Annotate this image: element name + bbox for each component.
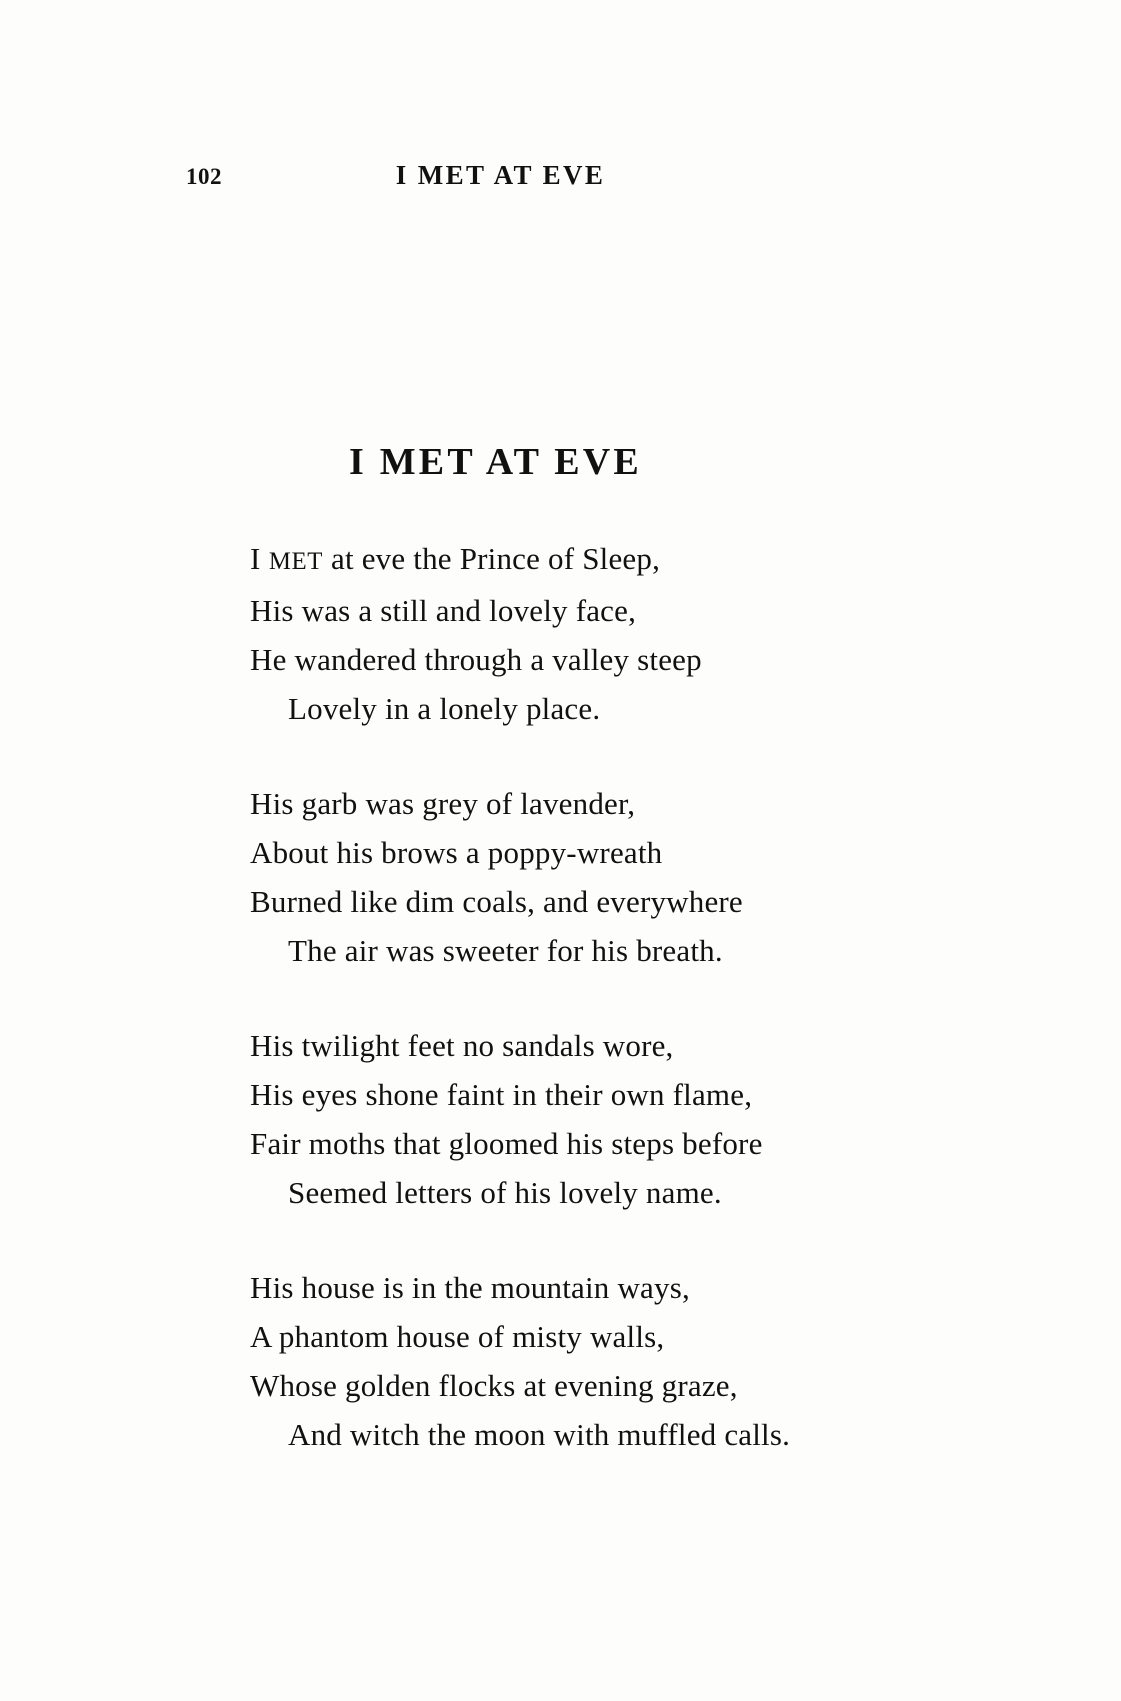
poem-line-rest: at eve the Prince of Sleep, <box>323 541 661 576</box>
poem-line-smallcaps: MET <box>268 548 324 575</box>
poem-line: The air was sweeter for his breath. <box>288 933 723 968</box>
poem-line: Burned like dim coals, and everywhere <box>250 884 743 919</box>
poem-line <box>250 534 950 586</box>
poem-body <box>250 534 950 1505</box>
poem-line: Seemed letters of his lovely name. <box>288 1175 722 1210</box>
poem-line: A phantom house of misty walls, <box>250 1319 665 1354</box>
stanza <box>250 1263 950 1459</box>
poem-line: Lovely in a lonely place. <box>288 691 601 726</box>
page-number: 102 <box>186 164 222 189</box>
poem-line: His twilight feet no sandals wore, <box>250 1028 674 1063</box>
poem-line: His house is in the mountain ways, <box>250 1270 690 1305</box>
poem-line: He wandered through a valley steep <box>250 642 702 677</box>
running-head <box>0 160 1121 200</box>
running-head-title: I MET AT EVE <box>395 160 606 190</box>
poem-line: His was a still and lovely face, <box>250 593 637 628</box>
poem-line: And witch the moon with muffled calls. <box>288 1417 791 1452</box>
stanza <box>250 779 950 975</box>
poem-line: About his brows a poppy-wreath <box>250 835 663 870</box>
stanza <box>250 534 950 733</box>
stanza <box>250 1021 950 1217</box>
poem-line: Fair moths that gloomed his steps before <box>250 1126 763 1161</box>
poem-line: His eyes shone faint in their own flame, <box>250 1077 753 1112</box>
poem-line-lead: I <box>250 541 269 576</box>
poem-title: I MET AT EVE <box>349 441 642 483</box>
poem-line: His garb was grey of lavender, <box>250 786 636 821</box>
poem-line: Whose golden flocks at evening graze, <box>250 1368 738 1403</box>
